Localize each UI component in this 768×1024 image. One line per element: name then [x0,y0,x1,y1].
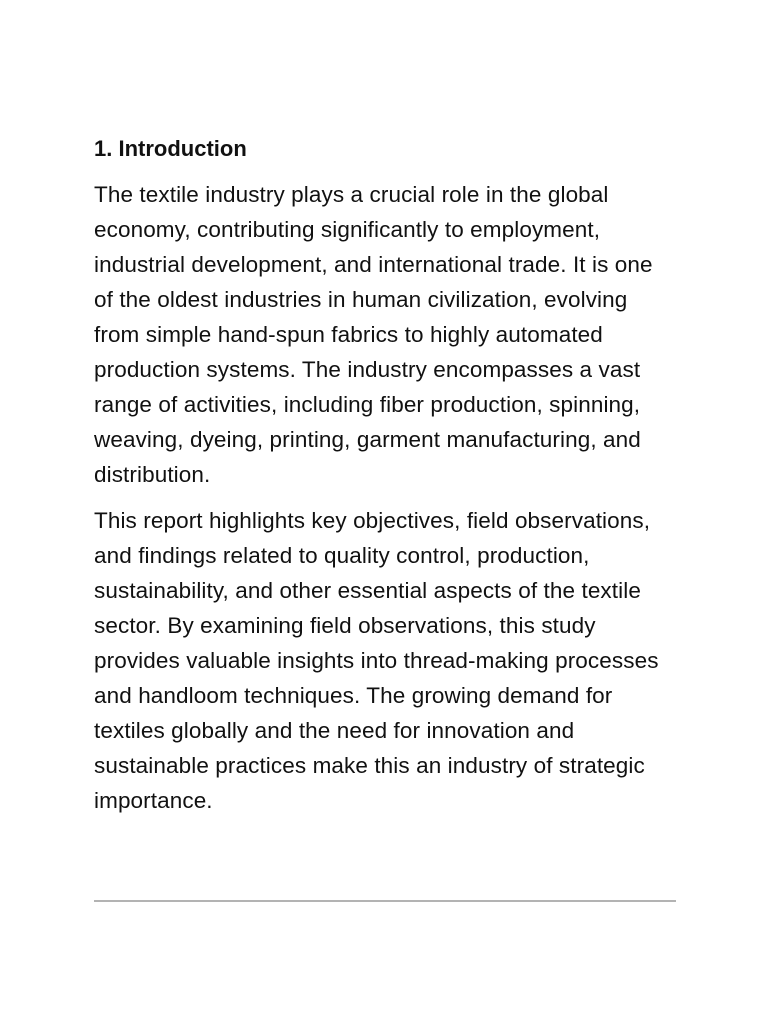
section-heading: 1. Introduction [94,136,247,161]
section-divider [94,900,676,902]
paragraph-intro: The textile industry plays a crucial role in the global economy, contributing significantly to employment, industrial development, and international trade. It is one of the oldest industries in human civilization, evolving from simple hand-spun fabrics to highly automated production systems. The industry encompasses a vast range of activities, including fiber production, spinning, weaving, dyeing, printing, garment manufacturing, and distribution. [94,182,653,487]
paragraph-report-scope: This report highlights key objectives, field observations, and findings related to quality control, production, sustainability, and other essential aspects of the textile sector. By examining field observations, this study provides valuable insights into thread-making processes and handloom techniques. The growing demand for textiles globally and the need for innovation and sustainable practices make this an industry of strategic importance. [94,508,659,813]
document-body [94,132,676,829]
